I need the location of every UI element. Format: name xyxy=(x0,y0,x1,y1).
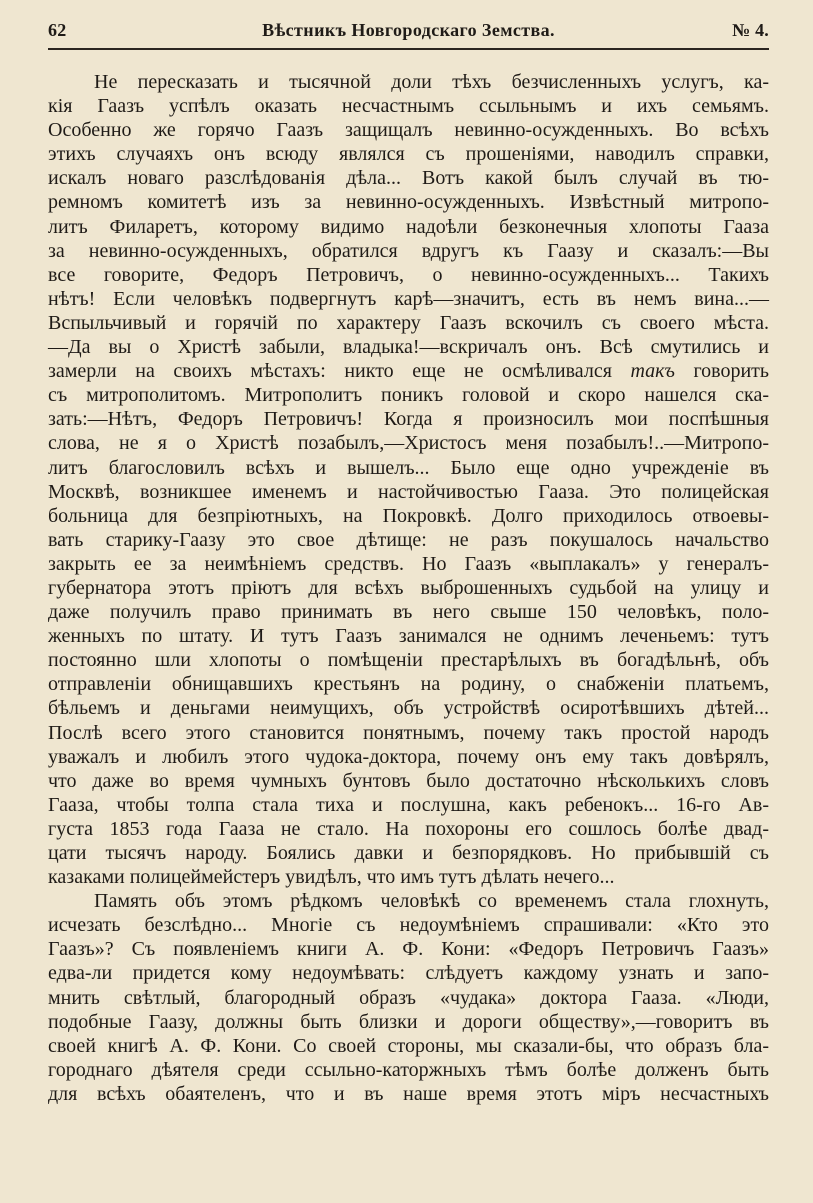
text-line: исчезать безслѣдно... Многіе съ недоумѣніемъ спрашивали: «Кто это xyxy=(48,914,769,937)
text-line: едва-ли придется кому недоумѣвать: слѣдуетъ каждому узнать и запо- xyxy=(48,962,769,985)
text-line: литъ благословилъ всѣхъ и вышелъ... Было еще одно учрежденіе въ xyxy=(48,456,769,479)
journal-title: Вѣстникъ Новгородскаго Земства. xyxy=(262,20,555,40)
text-line: за невинно-осужденныхъ, обратился вдругъ къ Гаазу и сказалъ:—Вы xyxy=(48,239,769,262)
text-line: женныхъ по штату. И тутъ Гаазъ занимался не однимъ леченьемъ: тутъ xyxy=(48,625,769,648)
text-line: подобные Гаазу, должны быть близки и дороги обществу»,—говоритъ въ xyxy=(48,1010,769,1033)
text-line-end: говорить xyxy=(693,360,770,383)
paragraph-2 xyxy=(48,889,769,1106)
text-line: городнаго дѣятеля среди ссыльно-каторжныхъ тѣмъ болѣе долженъ быть xyxy=(48,1058,769,1081)
text-line: Особенно же горячо Гаазъ защищалъ невинно-осужденныхъ. Во всѣхъ xyxy=(48,119,769,142)
text-line: мнить свѣтлый, благородный образъ «чудака» доктора Гааза. «Люди, xyxy=(48,986,769,1009)
text-line: густа 1853 года Гааза не стало. На похороны его сошлось болѣе двад- xyxy=(48,817,769,840)
text-line: закрыть ее за неимѣніемъ средствъ. Но Гаазъ «выплакалъ» у генералъ- xyxy=(48,552,769,575)
text-line: больница для безпріютныхъ, на Покровкѣ. Долго приходилось отвоевы- xyxy=(48,504,769,527)
text-line: губернатора этотъ пріютъ для всѣхъ выброшенныхъ судьбой на улицу и xyxy=(48,576,769,599)
text-line: нѣтъ! Если человѣкъ подвергнутъ карѣ—значитъ, есть въ немъ вина...— xyxy=(48,287,769,310)
page-number: 62 xyxy=(48,20,67,40)
text-line: постоянно шли хлопоты о помѣщеніи престарѣлыхъ въ богадѣльнѣ, объ xyxy=(48,649,769,672)
text-line-start: замерли на своихъ мѣстахъ: никто еще не осмѣливался xyxy=(48,360,612,383)
emphasized-word: такъ xyxy=(630,360,675,383)
header-rule xyxy=(48,48,769,50)
text-line: Гаазъ»? Съ появленіемъ книги А. Ф. Кони: «Федоръ Петровичъ Гаазъ» xyxy=(48,938,769,961)
text-line: казаками полицеймейстеръ увидѣлъ, что имъ тутъ дѣлать нечего... xyxy=(48,866,615,889)
text-line: вать старику-Гаазу это свое дѣтище: не разъ покушалось начальство xyxy=(48,528,769,551)
text-line: своей книгѣ А. Ф. Кони. Со своей стороны, мы сказали-бы, что образъ бла- xyxy=(48,1034,769,1057)
text-line: цати тысячъ народу. Боялись давки и безпорядковъ. Но прибывшій съ xyxy=(48,842,769,864)
text-line: бѣльемъ и деньгами неимущихъ, объ устройствѣ осиротѣвшихъ дѣтей... xyxy=(48,697,769,720)
text-line: этихъ случаяхъ онъ всюду являлся съ прошеніями, наводилъ справки, xyxy=(48,143,769,166)
text-line: Вспыльчивый и горячій по характеру Гаазъ вскочилъ съ своего мѣста. xyxy=(48,311,769,334)
text-line: все говорите, Федоръ Петровичъ, о невинно-осужденныхъ... Такихъ xyxy=(48,263,769,286)
text-line: кія Гаазъ успѣлъ оказать несчастнымъ ссыльнымъ и ихъ семьямъ. xyxy=(48,95,769,118)
running-head xyxy=(48,20,769,48)
text-line: ремномъ комитетѣ изъ за невинно-осужденныхъ. Извѣстный митропо- xyxy=(48,191,769,214)
text-line: Не пересказать и тысячной доли тѣхъ безчисленныхъ услугъ, ка- xyxy=(94,71,769,93)
text-line: Послѣ всего этого становится понятнымъ, почему такъ простой народъ xyxy=(48,721,769,744)
paragraph-1 xyxy=(48,70,769,889)
article-body xyxy=(48,70,769,1106)
text-line: Гааза, чтобы толпа стала тиха и послушна, какъ ребенокъ... 16-го Ав- xyxy=(48,793,769,816)
text-line: съ митрополитомъ. Митрополитъ поникъ головой и скоро нашелся ска- xyxy=(48,384,769,407)
text-line: Память объ этомъ рѣдкомъ человѣкѣ со временемъ стала глохнуть, xyxy=(94,890,769,913)
text-line: —Да вы о Христѣ забыли, владыка!—вскричалъ онъ. Всѣ смутились и xyxy=(48,336,769,359)
text-line: искалъ новаго разслѣдованія дѣла... Вотъ какой былъ случай въ тю- xyxy=(48,167,769,190)
text-line: слова, не я о Христѣ позабылъ,—Христосъ меня позабылъ!..—Митропо- xyxy=(48,432,769,455)
text-line: зать:—Нѣтъ, Федоръ Петровичъ! Когда я произносилъ мои поспѣшныя xyxy=(48,408,769,431)
text-line: для всѣхъ обаятеленъ, что и въ наше время этотъ міръ несчастныхъ xyxy=(48,1082,769,1105)
text-line: Москвѣ, возникшее именемъ и настойчивостью Гааза. Это полицейская xyxy=(48,480,769,503)
text-line: что даже во время чумныхъ бунтовъ было достаточно нѣсколькихъ словъ xyxy=(48,769,769,792)
issue-number: № 4. xyxy=(732,20,769,40)
text-line: литъ Филаретъ, которому видимо надоѣли безконечныя хлопоты Гааза xyxy=(48,215,769,238)
text-line: даже получилъ право принимать въ него свыше 150 человѣкъ, поло- xyxy=(48,601,769,624)
text-line-with-emphasis xyxy=(48,359,769,383)
text-line: отправленіи обнищавшихъ крестьянъ на родину, о снабженіи платьемъ, xyxy=(48,673,769,696)
text-line: уважалъ и любилъ этого чудока-доктора, почему онъ ему такъ довѣрялъ, xyxy=(48,745,769,768)
